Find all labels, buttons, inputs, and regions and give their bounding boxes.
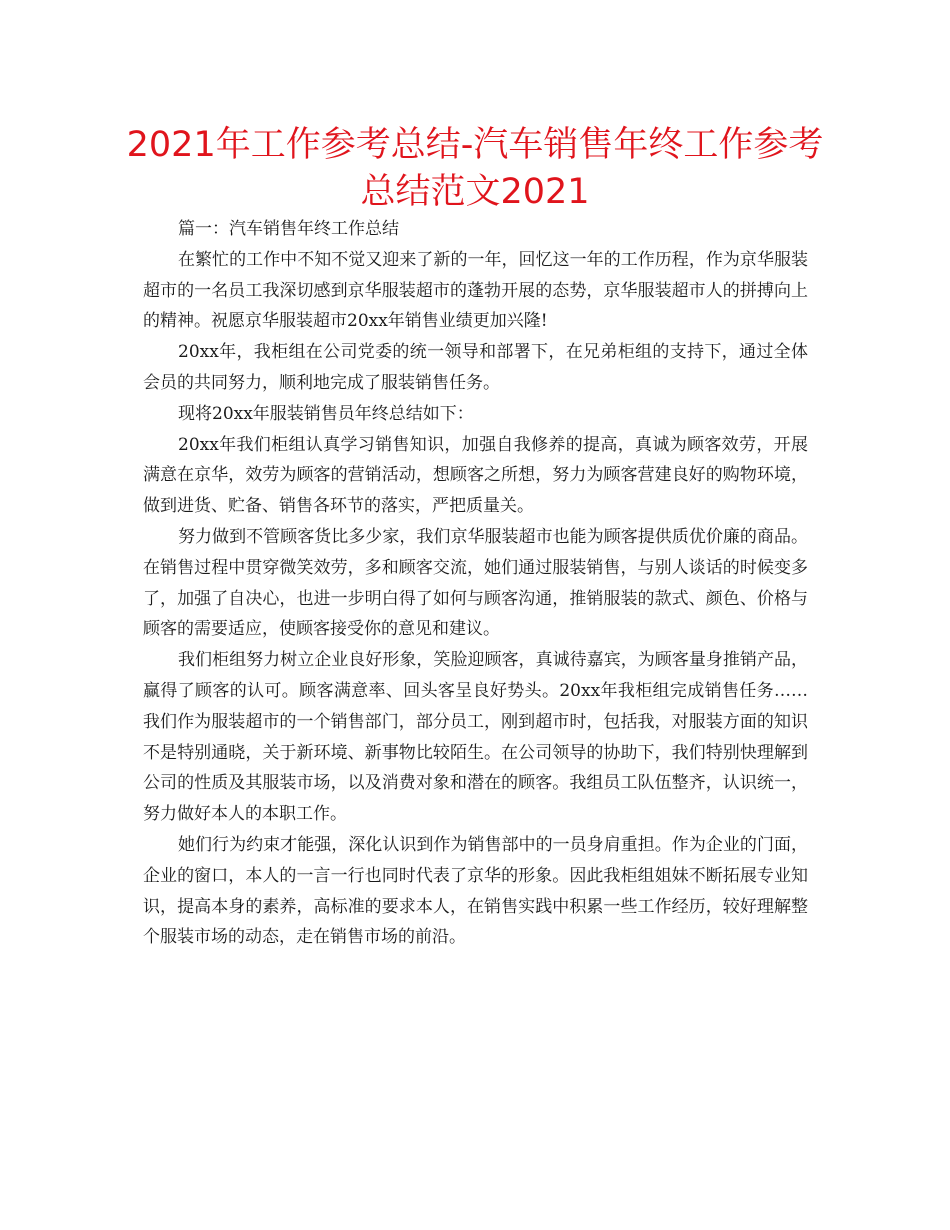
- paragraph: 我们柜组努力树立企业良好形象，笑脸迎顾客，真诚待嘉宾，为顾客量身推销产品，赢得了顾客的认可。顾客满意率、回头客呈良好势头。20xx年我柜组完成销售任务……我们作为服装超市的一个销售部门，部分员工，刚到超市时，包括我，对服装方面的知识不是特别通晓，关于新环境、新事物比较陌生。在公司领导的协助下，我们特别快理解到公司的性质及其服装市场，以及消费对象和潜在的顾客。我组员工队伍整齐，认识统一，努力做好本人的本职工作。: [143, 650, 808, 825]
- section-heading: 篇一：汽车销售年终工作总结: [178, 219, 399, 239]
- paragraph: 努力做到不管顾客货比多少家，我们京华服装超市也能为顾客提供质优价廉的商品。在销售过程中贯穿微笑效劳，多和顾客交流，她们通过服装销售，与别人谈话的时候变多了，加强了自决心，也进一步明白得了如何与顾客沟通，推销服装的款式、颜色、价格与顾客的需要适应，使顾客接受你的意见和建议。: [143, 526, 808, 640]
- paragraph: 20xx年我们柜组认真学习销售知识，加强自我修养的提高，真诚为顾客效劳，开展满意在京华，效劳为顾客的营销活动，想顾客之所想，努力为顾客营建良好的购物环境，做到进货、贮备、销售各环节的落实，严把质量关。: [143, 434, 808, 517]
- paragraph: 在繁忙的工作中不知不觉又迎来了新的一年，回忆这一年的工作历程，作为京华服装超市的一名员工我深切感到京华服装超市的蓬勃开展的态势，京华服装超市人的拼搏向上的精神。祝愿京华服装超市20xx年销售业绩更加兴隆!: [143, 249, 808, 332]
- paragraph: 现将20xx年服装销售员年终总结如下：: [178, 403, 474, 424]
- paragraph: 她们行为约束才能强，深化认识到作为销售部中的一员身肩重担。作为企业的门面，企业的窗口，本人的一言一行也同时代表了京华的形象。因此我柜组姐妹不断拓展专业知识，提高本身的素养，高标准的要求本人，在销售实践中积累一些工作经历，较好理解整个服装市场的动态，走在销售市场的前沿。: [143, 834, 808, 948]
- document-title: 2021年工作参考总结-汽车销售年终工作参考总结范文2021: [126, 125, 824, 212]
- paragraph: 20xx年，我柜组在公司党委的统一领导和部署下，在兄弟柜组的支持下，通过全体会员的共同努力，顺利地完成了服装销售任务。: [143, 342, 808, 393]
- document-body: [143, 214, 808, 953]
